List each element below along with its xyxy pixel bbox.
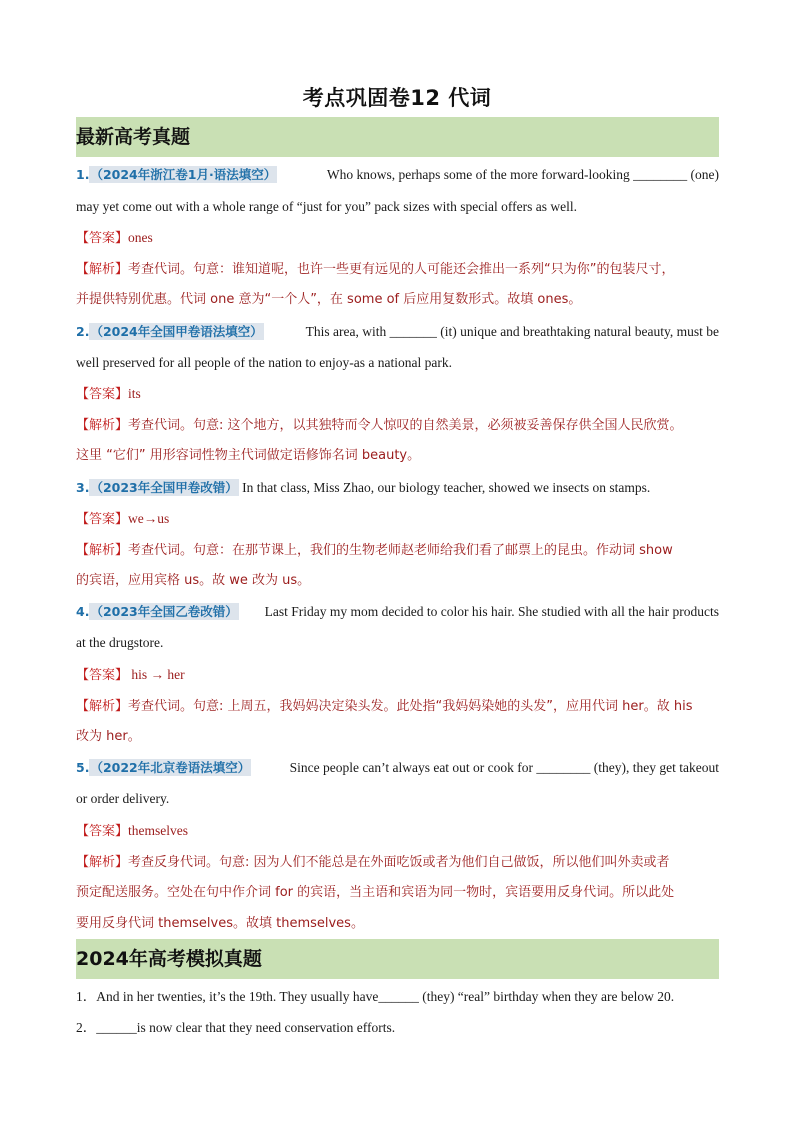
mock-question-1: 1．And in her twenties, it’s the 19th. They usually have______ (they) “real” birthday when they are below 20. <box>76 989 675 1004</box>
question-source: （2024年全国甲卷语法填空） <box>90 324 263 339</box>
question-1-analysis-line-2: 并提供特别优惠。代词 one 意为“一个人”，在 some of 后应用复数形式。故填 ones。 <box>76 292 582 307</box>
page-title: 考点巩固卷12 代词 <box>302 86 492 110</box>
question-2-line-2: well preserved for all people of the nation to enjoy-as a national park. <box>76 355 452 370</box>
section-header-mock-exam: 2024年高考模拟真题 <box>76 939 719 979</box>
question-source: （2023年全国乙卷改错） <box>90 604 238 619</box>
answer-text: themselves <box>128 823 189 838</box>
question-2-analysis-line-2: 这里 “它们” 用形容词性物主代词做定语修饰名词 beauty。 <box>76 448 421 463</box>
question-3-analysis-line-2: 的宾语，应用宾格 us。故 we 改为 us。 <box>76 573 311 588</box>
question-5-analysis-line-3: 要用反身代词 themselves。故填 themselves。 <box>76 916 364 931</box>
mock-question-2: 2．______is now clear that they need conservation efforts. <box>76 1020 396 1035</box>
question-number: 2. <box>76 324 90 339</box>
question-4-line-2: at the drugstore. <box>76 635 164 650</box>
section-header-latest-exam: 最新高考真题 <box>76 117 719 157</box>
analysis-text: 考查代词。句意: 上周五，我妈妈决定染头发。此处指“我妈妈染她的头发”，应用代词 her。故 his <box>128 699 693 714</box>
answer-tag: 【答案】 <box>76 387 129 402</box>
question-2-analysis-line-1 <box>76 415 719 436</box>
question-3-line-1 <box>76 478 719 498</box>
question-source: （2022年北京卷语法填空） <box>90 760 251 775</box>
question-number: 1. <box>76 167 90 182</box>
analysis-tag: 【解析】 <box>76 418 129 433</box>
question-3-answer <box>76 509 719 530</box>
analysis-text: 考查代词。句意：在那节课上，我们的生物老师赵老师给我们看了邮票上的昆虫。作动词 show <box>128 543 673 558</box>
question-1-answer <box>76 228 719 249</box>
question-4-answer <box>76 665 719 686</box>
analysis-tag: 【解析】 <box>76 855 129 870</box>
answer-text: its <box>128 386 141 401</box>
question-5-analysis-line-1 <box>76 852 719 873</box>
answer-text: ones <box>128 230 153 245</box>
analysis-tag: 【解析】 <box>76 699 129 714</box>
question-4-analysis-line-1 <box>76 696 719 717</box>
answer-tag: 【答案】 <box>76 512 129 527</box>
question-4-analysis-line-2: 改为 her。 <box>76 729 141 744</box>
question-number: 3. <box>76 480 90 495</box>
question-5-analysis-line-2: 预定配送服务。空处在句中作介词 for 的宾语，当主语和宾语为同一物时，宾语要用反身代词。所以此处 <box>76 885 675 900</box>
question-text: Who knows, perhaps some of the more forward-looking ________ (one) <box>326 167 719 182</box>
answer-tag: 【答案】 <box>76 231 129 246</box>
question-2-answer <box>76 384 719 405</box>
question-5-line-1 <box>76 758 719 778</box>
question-number: 5. <box>76 760 90 775</box>
question-number: 4. <box>76 604 90 619</box>
analysis-tag: 【解析】 <box>76 262 129 277</box>
analysis-tag: 【解析】 <box>76 543 129 558</box>
question-3-analysis-line-1 <box>76 540 719 561</box>
question-source: （2023年全国甲卷改错） <box>90 480 238 495</box>
analysis-text: 考查代词。句意：谁知道呢，也许一些更有远见的人可能还会推出一系列“只为你”的包装尺寸， <box>128 262 675 277</box>
question-5-answer <box>76 821 719 842</box>
answer-text: we→us <box>128 511 170 526</box>
analysis-text: 考查代词。句意: 这个地方，以其独特而令人惊叹的自然美景，必须被妥善保存供全国人民欣赏。 <box>128 418 683 433</box>
answer-text: his → her <box>128 667 185 682</box>
question-text: This area, with _______ (it) unique and breathtaking natural beauty, must be <box>305 324 719 339</box>
answer-tag: 【答案】 <box>76 668 129 683</box>
question-5-line-2: or order delivery. <box>76 791 170 806</box>
question-source: （2024年浙江卷1月·语法填空） <box>90 167 277 182</box>
question-2-line-1 <box>76 322 719 342</box>
answer-tag: 【答案】 <box>76 824 129 839</box>
question-4-line-1 <box>76 602 719 622</box>
question-1-analysis-line-1 <box>76 259 719 280</box>
question-text: In that class, Miss Zhao, our biology teacher, showed we insects on stamps. <box>242 480 651 495</box>
question-text: Since people can’t always eat out or cook for ________ (they), they get takeout <box>289 760 719 775</box>
analysis-text: 考查反身代词。句意: 因为人们不能总是在外面吃饭或者为他们自己做饭，所以他们叫外卖或者 <box>128 855 670 870</box>
question-1-line-1 <box>76 165 719 185</box>
question-1-line-2: may yet come out with a whole range of “just for you” pack sizes with special offers as well. <box>76 199 577 214</box>
question-text: Last Friday my mom decided to color his hair. She studied with all the hair products <box>264 604 719 619</box>
